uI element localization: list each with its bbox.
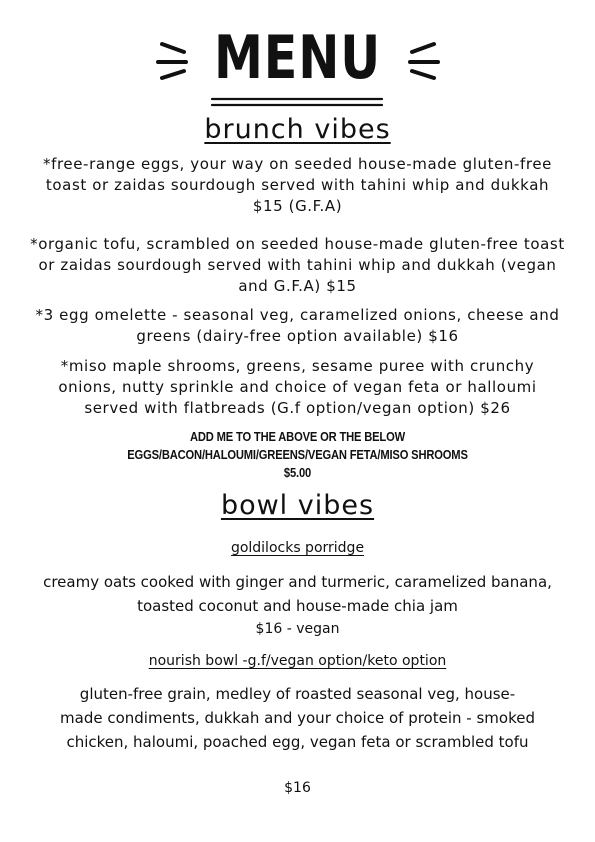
menu-item-miso-shrooms: *miso maple shrooms, greens, sesame puree with crunchy onions, nutty sprinkle and choice of vegan feta or halloumi served with flatbreads (G.f option/vegan option) $26 xyxy=(58,357,537,417)
porridge-name: goldilocks porridge xyxy=(230,540,365,556)
brunch-heading: brunch vibes xyxy=(204,114,391,145)
menu-item-omelette: *3 egg omelette - seasonal veg, caramelized onions, cheese and greens (dairy-free option available) $16 xyxy=(35,306,560,345)
porridge-price: $16 - vegan xyxy=(255,621,340,637)
page-title: MENU xyxy=(214,23,381,93)
addon-price: $5.00 xyxy=(283,465,312,480)
nourish-bowl-name: nourish bowl -g.f/vegan option/keto option xyxy=(148,653,447,669)
porridge-description: creamy oats cooked with ginger and turmeric, caramelized banana, toasted coconut and house-made chia jam xyxy=(43,573,552,615)
addon-options: EGGS/BACON/HALOUMI/GREENS/VEGAN FETA/MISO SHROOMS xyxy=(127,447,468,462)
menu-item-eggs: *free-range eggs, your way on seeded house-made gluten-free toast or zaidas sourdough served with tahini whip and dukkah $15 (G.F.A) xyxy=(42,155,553,215)
menu-item-tofu: *organic tofu, scrambled on seeded house-made gluten-free toast or zaidas sourdough served with tahini whip and dukkah (vegan and G.F.A) $15 xyxy=(30,235,565,295)
title-underline xyxy=(210,96,384,110)
bowl-heading: bowl vibes xyxy=(220,490,375,521)
nourish-bowl-price: $16 xyxy=(284,780,311,796)
nourish-bowl-description: gluten-free grain, medley of roasted seasonal veg, house-made condiments, dukkah and your choice of protein - smoked chicken, haloumi, poached egg, vegan feta or scrambled tofu xyxy=(60,685,535,751)
addon-heading: ADD ME TO THE ABOVE OR THE BELOW xyxy=(190,429,405,444)
addon-block xyxy=(0,428,595,482)
